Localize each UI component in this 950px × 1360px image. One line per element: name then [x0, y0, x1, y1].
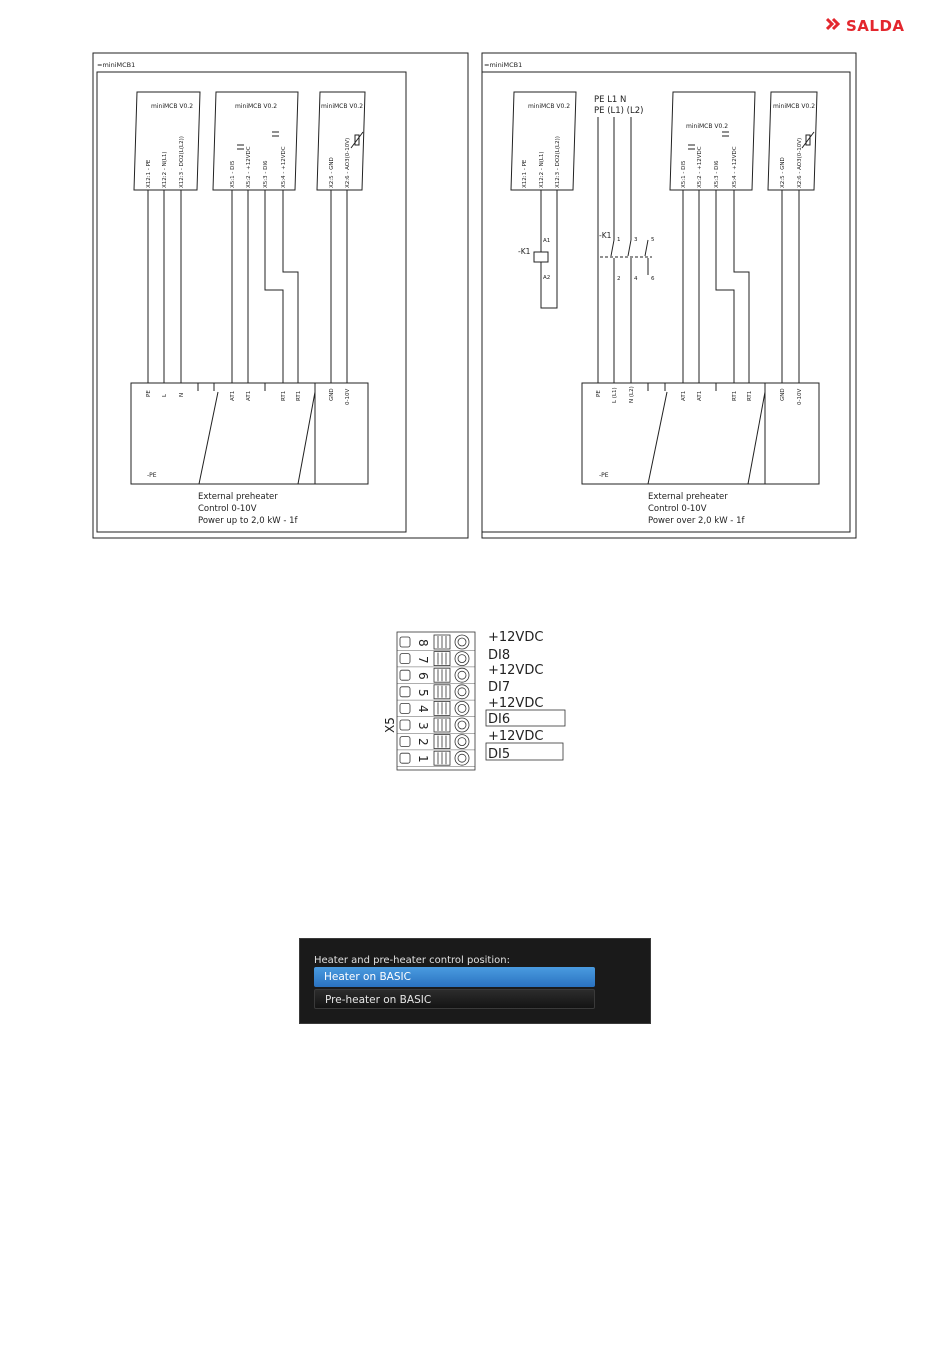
diagram-left [93, 53, 468, 538]
pin-number: 3 [416, 722, 430, 730]
screw-inner [458, 638, 466, 646]
screw-outer [455, 735, 469, 749]
screw-inner [458, 721, 466, 729]
module-title: miniMCB V0.2 [528, 103, 571, 110]
signal-label: +12VDC [488, 696, 544, 711]
caption-line: Power over 2,0 kW - 1f [648, 516, 745, 526]
caption-line: Control 0-10V [648, 504, 707, 514]
pin-label: X5:3 - DI6 [714, 160, 720, 188]
screw-outer [455, 701, 469, 715]
pin-label: X2:6 - AO3(0-10V) [797, 137, 803, 188]
pin-number: 4 [416, 705, 430, 713]
screw-outer [455, 652, 469, 666]
caption-line: Power up to 2,0 kW - 1f [198, 516, 298, 526]
pin-label: X12:1 - PE [146, 159, 152, 188]
terminal-label: AT1 [230, 390, 236, 401]
screw-outer [455, 685, 469, 699]
contact-num: 3 [634, 237, 638, 243]
terminal-label: 0-10V [345, 388, 351, 405]
screw-inner [458, 655, 466, 663]
screw-inner [458, 704, 466, 712]
pin-label: X5:2 - +12VDC [246, 146, 252, 188]
pin-label: X5:4 - +12VDC [281, 146, 287, 188]
supply-label: PE L1 N [594, 95, 627, 105]
screw-inner [458, 738, 466, 746]
diagram-right-text [484, 61, 815, 526]
terminal-label: PE [146, 390, 152, 397]
pin-label: X12:3 - DO2(L(L2)) [555, 136, 561, 188]
pin-number: 8 [416, 639, 430, 647]
pin-label: X5:2 - +12VDC [697, 146, 703, 188]
screw-outer [455, 751, 469, 765]
terminal-label: RT1 [732, 390, 738, 401]
pin-label: X12:1 - PE [522, 159, 528, 188]
screw-outer [455, 718, 469, 732]
relay-coil [534, 252, 548, 262]
signal-label: DI7 [488, 680, 511, 695]
panel-title: Heater and pre-heater control position: [314, 955, 510, 966]
terminal-label: GND [780, 388, 786, 401]
frame-outer-right [482, 53, 856, 538]
contact-num: 2 [617, 276, 621, 282]
terminal-clamp [400, 753, 410, 763]
contact-num: 1 [617, 237, 621, 243]
brand-name: SALDA [846, 17, 905, 35]
terminal-label: AT1 [246, 390, 252, 401]
connector-name: X5 [383, 717, 397, 733]
frame-outer-left [93, 53, 468, 538]
pin-label: X5:1 - DI5 [230, 160, 236, 188]
screw-inner [458, 688, 466, 696]
signal-label: DI8 [488, 648, 511, 663]
terminal-clamp [400, 737, 410, 747]
diagram-left-text [97, 61, 363, 526]
terminal-clamp [400, 670, 410, 680]
terminal-clamp [400, 687, 410, 697]
frame-inner-left [97, 72, 406, 532]
screw-outer [455, 668, 469, 682]
terminal-clamp [400, 654, 410, 664]
pin-number: 5 [416, 689, 430, 697]
terminal-label: N [179, 392, 185, 397]
module-title: miniMCB V0.2 [686, 123, 729, 130]
relay-pin: A2 [543, 275, 551, 281]
module-title: miniMCB V0.2 [235, 103, 278, 110]
pin-label: X12:3 - DO2(L(L2)) [179, 136, 185, 188]
screw-inner [458, 754, 466, 762]
pin-label: X2:6 - AO3(0-10V) [345, 137, 351, 188]
signal-label: DI6 [488, 712, 511, 727]
box-label: -PE [599, 472, 609, 479]
pin-number: 1 [416, 755, 430, 763]
frame-inner-right [482, 72, 850, 532]
relay-contacts-label: -K1 [599, 231, 612, 240]
contact-num: 5 [651, 237, 655, 243]
pin-label: X2:5 - GND [329, 157, 335, 188]
diagram-right [482, 53, 856, 538]
module-title: miniMCB V0.2 [773, 103, 816, 110]
terminal-label: AT1 [697, 390, 703, 401]
signal-label: +12VDC [488, 630, 544, 645]
terminal-label: AT1 [681, 390, 687, 401]
terminal-label: RT1 [281, 390, 287, 401]
contact-num: 4 [634, 276, 638, 282]
terminal-label: L [162, 393, 168, 397]
supply-label: PE (L1) (L2) [594, 106, 644, 116]
terminal-label: N (L2) [629, 386, 635, 403]
terminal-label: RT1 [296, 390, 302, 401]
module-title: miniMCB V0.2 [151, 103, 194, 110]
contact-num: 6 [651, 276, 655, 282]
caption-line: External preheater [198, 492, 278, 502]
terminal-clamp [400, 637, 410, 647]
terminal-label: L (L1) [612, 387, 618, 403]
terminal-label: GND [329, 388, 335, 401]
terminal-label: PE [596, 390, 602, 397]
pin-number: 6 [416, 672, 430, 680]
heater-control-panel [299, 938, 651, 1024]
terminal-label: 0-10V [797, 388, 803, 405]
signal-label: +12VDC [488, 663, 544, 678]
caption-line: External preheater [648, 492, 728, 502]
terminal-clamp [400, 703, 410, 713]
screw-outer [455, 635, 469, 649]
module-title: miniMCB V0.2 [321, 103, 364, 110]
frame-label-left: =miniMCB1 [97, 61, 136, 69]
terminal-label: RT1 [747, 390, 753, 401]
pin-label: X5:3 - DI6 [263, 160, 269, 188]
pin-number: 2 [416, 738, 430, 746]
pin-label: X5:1 - DI5 [681, 160, 687, 188]
pin-number: 7 [416, 656, 430, 664]
screw-inner [458, 671, 466, 679]
relay-pin: A1 [543, 238, 551, 244]
pin-label: X12:2 - N(L1) [162, 151, 168, 188]
box-label: -PE [147, 472, 157, 479]
relay-coil-label: -K1 [518, 247, 531, 256]
terminal-clamp [400, 720, 410, 730]
caption-line: Control 0-10V [198, 504, 257, 514]
pin-label: X12:2 - N(L1) [539, 151, 545, 188]
signal-label: +12VDC [488, 729, 544, 744]
option-heater-on-basic[interactable]: Heater on BASIC [314, 967, 595, 987]
pin-label: X5:4 - +12VDC [732, 146, 738, 188]
signal-label: DI5 [488, 747, 511, 762]
option-preheater-on-basic[interactable]: Pre-heater on BASIC [314, 989, 595, 1009]
frame-label-right: =miniMCB1 [484, 61, 523, 69]
x5-connector-text [383, 630, 543, 763]
pin-label: X2:5 - GND [780, 157, 786, 188]
